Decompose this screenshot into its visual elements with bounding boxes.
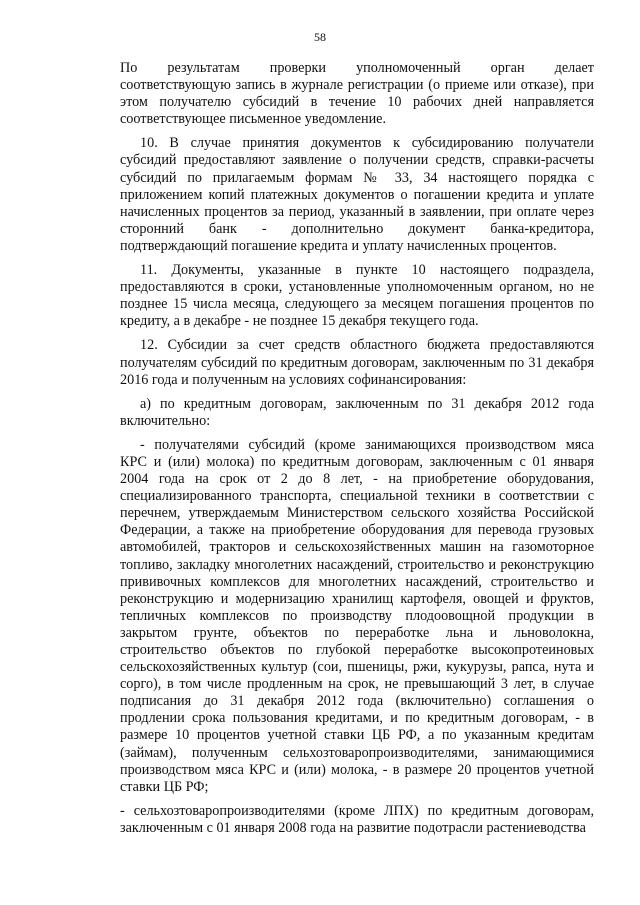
text-line: сорго), в том числе продленным на срок, не превышающий 3 лет, в случае — [120, 676, 594, 693]
text-line: прививочных комплексов для многолетних насаждений, строительство и — [120, 573, 594, 590]
paragraph — [120, 262, 594, 330]
text-line: размере 10 процентов учетной ставки ЦБ РФ, а по указанным кредитам — [120, 727, 594, 744]
text-line: субсидий по прилагаемым формам № 33, 34 настоящего порядка с — [120, 169, 594, 186]
text-line: подписания до 31 декабря 2012 года (включительно) соглашения о — [120, 693, 594, 710]
text-line: предоставляются в сроки, установленные уполномоченным органом, но не — [120, 279, 594, 296]
text-line: 12. Субсидии за счет средств областного бюджета предоставляются — [140, 337, 594, 354]
text-line: топливо, закладку многолетних насаждений, строительство и реконструкцию — [120, 556, 594, 573]
text-line: соответствующее письменное уведомление. — [120, 111, 387, 128]
paragraph — [120, 60, 594, 128]
text-line: сторонний банк - дополнительно документ банка-кредитора, — [120, 220, 594, 237]
text-line: - получателями субсидий (кроме занимающихся производством мяса — [140, 436, 594, 453]
paragraph — [120, 337, 594, 388]
text-line: начисленных процентов за период, указанный в заявлении, при оплате через — [120, 203, 594, 220]
text-line: автомобилей, тракторов и сельскохозяйственных машин на газомоторное — [120, 539, 594, 556]
paragraph — [120, 396, 594, 430]
text-line: реконструкцию и модернизацию хранилищ картофеля, овощей и фруктов, — [120, 590, 594, 607]
page-number: 58 — [314, 30, 326, 44]
text-line: КРС и (или) молока) по кредитным договорам, заключенным с 01 января — [120, 453, 594, 470]
text-line: специализированного транспорта, специальной техники в соответствии с — [120, 488, 594, 505]
text-line: 2004 года на срок от 2 до 8 лет, - на приобретение оборудования, — [120, 471, 594, 488]
text-line: подтверждающий погашение кредита и уплату начисленных процентов. — [120, 237, 557, 254]
text-line: включительно: — [120, 412, 211, 429]
paragraph — [120, 437, 594, 796]
text-line: закрытом грунте, объектов по переработке льна и льноволокна, — [120, 624, 594, 641]
paragraph — [120, 135, 594, 255]
text-line: соответствующую запись в журнале регистрации (о приеме или отказе), при — [120, 77, 594, 94]
text-line: Федерации, а также на приобретение оборудования для перевода грузовых — [120, 522, 594, 539]
text-line: тепличных комплексов по производству плодоовощной продукции в — [120, 607, 594, 624]
text-line: 10. В случае принятия документов к субсидированию получатели — [140, 135, 594, 152]
text-line: продлении срока пользования кредитами, и по кредитным договорам, - в — [120, 710, 594, 727]
text-line: позднее 15 числа месяца, следующего за месяцем погашения процентов по — [120, 296, 594, 313]
text-line: строительство объектов по глубокой переработке высокопротеиновых — [120, 642, 594, 658]
text-line: кредиту, а в декабре - не позднее 15 декабря текущего года. — [120, 313, 479, 330]
text-line: перечнем, утверждаемым Министерством сельского хозяйства Российской — [120, 505, 594, 522]
text-line: этом получателю субсидий в течение 10 рабочих дней направляется — [120, 94, 594, 111]
text-line: - сельхозтоваропроизводителями (кроме ЛПХ) по кредитным договорам, — [120, 802, 594, 819]
text-line: приложением копий платежных документов о погашении кредита и уплате — [120, 186, 594, 203]
text-line: По результатам проверки уполномоченный орган делает — [120, 60, 594, 76]
paragraph — [120, 803, 594, 837]
text-line: ставки ЦБ РФ; — [120, 778, 209, 795]
text-line: субсидий предоставляют заявление о получении средств, справки-расчеты — [120, 152, 594, 169]
document-body — [120, 60, 594, 844]
text-line: 2016 года и полученным на условиях софинансирования: — [120, 371, 467, 388]
text-line: производством мяса КРС и (или) молока, - в размере 20 процентов учетной — [120, 761, 594, 778]
text-line: 11. Документы, указанные в пункте 10 настоящего подраздела, — [140, 262, 594, 279]
text-line: получателям субсидий по кредитным договорам, заключенным по 31 декабря — [120, 354, 594, 371]
text-line: заключенным с 01 января 2008 года на развитие подотрасли растениеводства — [120, 819, 586, 836]
text-line: а) по кредитным договорам, заключенным по 31 декабря 2012 года — [140, 395, 594, 412]
text-line: (займам), полученным сельхозтоваропроизводителями, занимающимися — [120, 744, 594, 761]
text-line: сельскохозяйственных культур (сои, пшеницы, ржи, кукурузы, рапса, нута и — [120, 659, 594, 676]
